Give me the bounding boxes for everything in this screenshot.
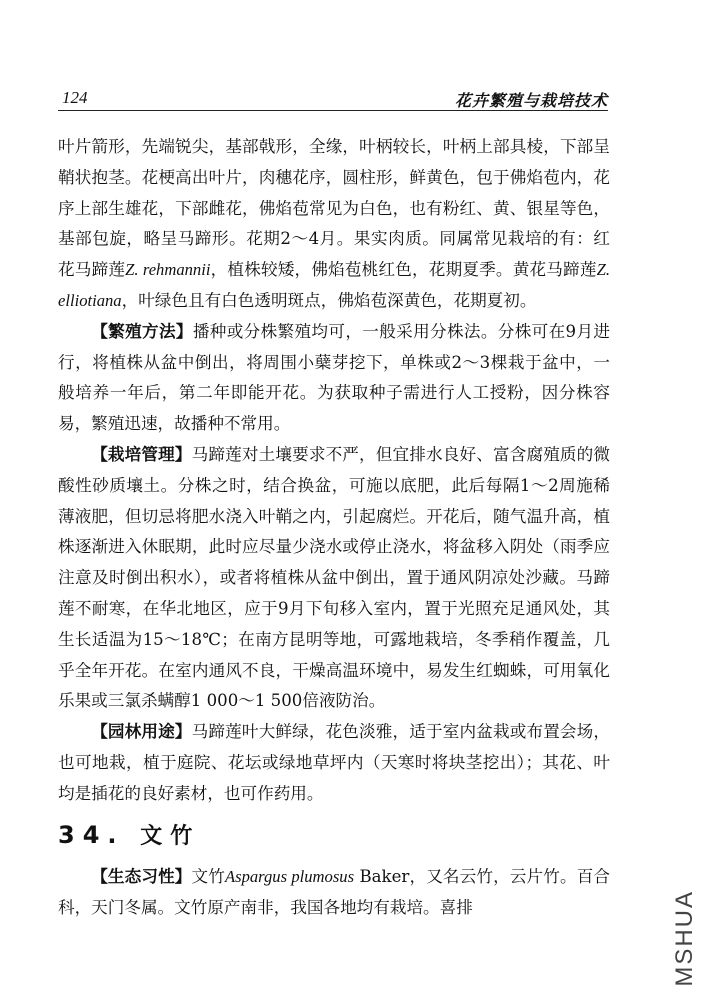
running-header (58, 84, 608, 110)
latin-name: Z. elliotiana (58, 260, 611, 310)
section-label: 【园林用途】 (91, 722, 192, 742)
paragraph-text: Baker，又名云竹，云片竹。百合科，天门冬属。文竹原产南非，我国各地均有栽培。喜排 (58, 867, 611, 918)
section-number: 34. (58, 820, 125, 849)
paragraph-text: ，叶绿色且有白色透明斑点，佛焰苞深黄色，花期夏初。 (121, 290, 537, 310)
section-heading (58, 820, 610, 853)
paragraph-text: 马蹄莲对土壤要求不严，但宜排水良好、富含腐殖质的微酸性砂质壤土。分株之时，结合换盆，可施以底肥，此后每隔1～2周施稀薄液肥，但切忌将肥水浇入叶鞘之内，引起腐烂。开花后，随气温升高，植株逐渐进入休眠期，此时应尽量少浇水或停止浇水，将盆移入阴处（雨季应注意及时倒出积水），或者将植株从盆中倒出，置于通风阴凉处沙藏。马蹄莲不耐寒，在华北地区，应于9月下旬移入室内，置于光照充足通风处，其生长适温为15～18℃；在南方昆明等地，可露地栽培，冬季稍作覆盖，几乎全年开花。在室内通风不良，干燥高温环境中，易发生红蜘蛛，可用氧化乐果或三氯杀螨醇1 000～1 500倍液防治。 (58, 444, 611, 711)
paragraph-description (58, 132, 610, 317)
latin-name: Z. rehmannii (125, 260, 211, 280)
paragraph-propagation (58, 317, 610, 440)
paragraph-text: 马蹄莲叶大鲜绿，花色淡雅，适于室内盆栽或布置会场，也可地栽，植于庭院、花坛或绿地草坪内（天寒时将块茎挖出）；其花、叶均是插花的良好素材，也可作药用。 (58, 722, 611, 803)
paragraph-text: 播种或分株繁殖均可，一般采用分株法。分株可在9月进行，将植株从盆中倒出，将周围小蘖芽挖下，单株或2～3棵栽于盆中，一般培养一年后，第二年即能开花。为获取种子需进行人工授粉，因分株容易，繁殖迅速，故播种不常用。 (58, 321, 610, 434)
paragraph-text: 文竹 (191, 867, 225, 887)
paragraph-text: 叶片箭形，先端锐尖，基部戟形，全缘，叶柄较长，叶柄上部具棱，下部呈鞘状抱茎。花梗高出叶片，肉穗花序，圆柱形，鲜黄色，包于佛焰苞内，花序上部生雄花，下部雌花，佛焰苞常见为白色，也有粉红、黄、银星等色，基部包旋，略呈马蹄形。花期2～4月。果实肉质。同属常见栽培的有：红花马蹄莲 (58, 137, 610, 280)
book-title: 花卉繁殖与栽培技术 (454, 91, 608, 110)
section-title: 文竹 (140, 823, 201, 849)
page-number: 124 (62, 88, 88, 107)
section-label: 【繁殖方法】 (91, 321, 193, 341)
paragraph-ecology (58, 862, 610, 924)
paragraph-cultivation (58, 440, 610, 717)
watermark-text: MSHUA (671, 890, 698, 987)
paragraph-landscape-use (58, 717, 610, 809)
section-label: 【生态习性】 (91, 867, 192, 887)
latin-name: Aspargus plumosus (224, 867, 355, 887)
section-label: 【栽培管理】 (91, 444, 192, 464)
paragraph-text: ，植株较矮，佛焰苞桃红色，花期夏季。黄花马蹄莲 (210, 260, 597, 280)
header-divider (58, 110, 608, 111)
page-body (58, 132, 610, 924)
